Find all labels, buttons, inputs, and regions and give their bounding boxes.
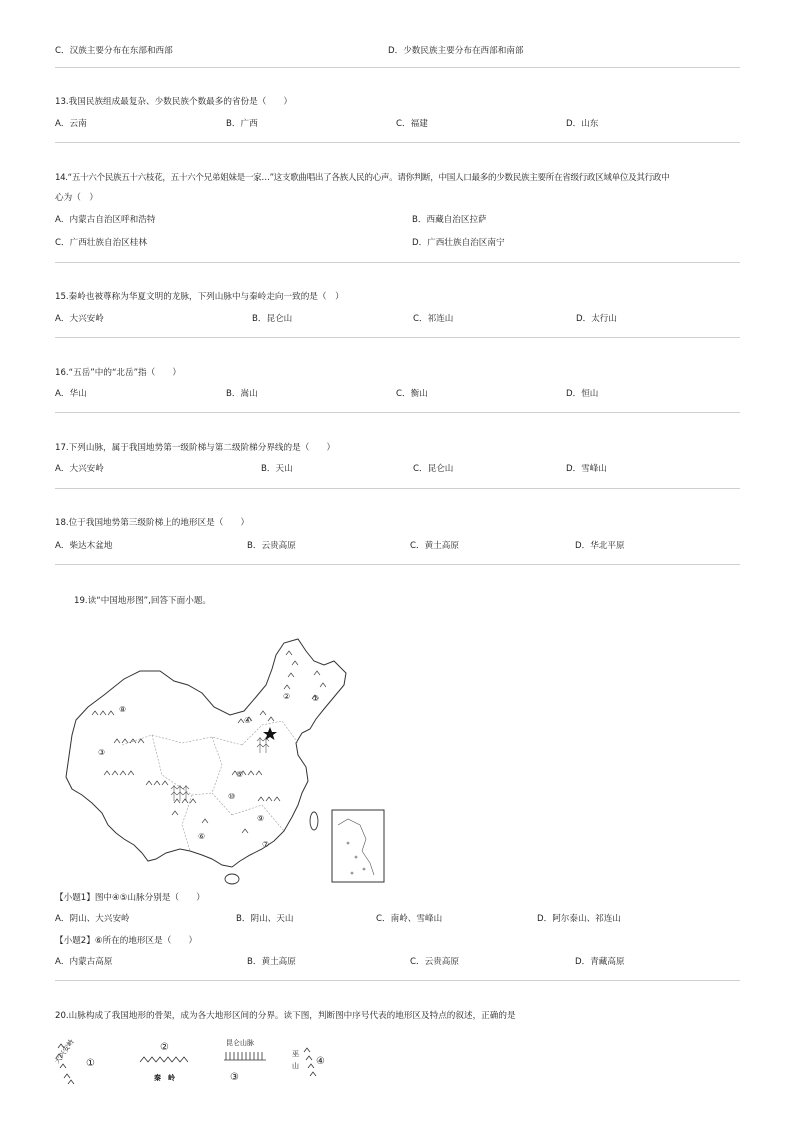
q15-option-a: A．大兴安岭 <box>55 314 104 324</box>
map-marker-6: ⑥ <box>198 832 206 841</box>
q20-figure-1 <box>52 1036 104 1086</box>
q19-sub2-option-c: C．云贵高原 <box>410 957 459 967</box>
mountain-icon <box>224 1052 266 1060</box>
q20-stem: 20.山脉构成了我国地形的骨架，成为各大地形区间的分界。读下图，判断图中序号代表的地形区及特点的叙述，正确的是 <box>55 1011 516 1021</box>
q19-sub2-option-a: A．内蒙古高原 <box>55 957 113 967</box>
divider <box>55 262 740 263</box>
q19-sub1-option-b: B．阴山、天山 <box>236 914 294 924</box>
q16-option-d: D．恒山 <box>566 389 599 399</box>
q17-option-a: A．大兴安岭 <box>55 464 104 474</box>
q14-option-c: C．广西壮族自治区桂林 <box>55 238 147 248</box>
map-marker-3: ③ <box>98 748 106 757</box>
divider <box>55 488 740 489</box>
q18-option-c: C．黄土高原 <box>410 541 459 551</box>
q20-fig4-label-1: 巫 <box>292 1050 299 1058</box>
q20-fig1-num: ① <box>86 1058 95 1069</box>
q14-option-d: D．广西壮族自治区南宁 <box>412 238 505 248</box>
q20-fig4-label-2: 山 <box>292 1062 299 1070</box>
map-marker-4: ④ <box>244 716 252 725</box>
south-china-sea-inset <box>332 810 384 882</box>
q13-option-a: A．云南 <box>55 119 87 129</box>
q14-stem-line1: 14.“五十六个民族五十六枝花，五十六个兄弟姐妹是一家…”这支歌曲唱出了各族人民的心声。请你判断，中国人口最多的少数民族主要所在省级行政区域单位及其行政中 <box>55 173 670 183</box>
capital-star-icon <box>263 727 277 740</box>
map-marker-2: ② <box>283 692 291 701</box>
q20-fig1-label: 大兴安岭 <box>53 1037 76 1066</box>
map-marker-7: ⑦ <box>262 840 270 849</box>
divider <box>55 67 740 68</box>
q20-figure-4 <box>288 1036 338 1086</box>
q13-option-c: C．福建 <box>396 119 428 129</box>
q12-option-d: D．少数民族主要分布在西部和南部 <box>388 46 524 56</box>
map-marker-10: ⑩ <box>228 792 236 801</box>
q19-sub1-option-a: A．阴山、大兴安岭 <box>55 914 130 924</box>
q18-option-b: B．云贵高原 <box>247 541 296 551</box>
q13-stem: 13.我国民族组成最复杂、少数民族个数最多的省份是（ ） <box>55 97 293 107</box>
q16-option-c: C．衡山 <box>396 389 428 399</box>
q20-fig2-num: ② <box>160 1042 169 1053</box>
q19-sub1-option-d: D．阿尔泰山、祁连山 <box>537 914 621 924</box>
map-marker-9: ⑨ <box>257 814 265 823</box>
q14-option-a: A．内蒙古自治区呼和浩特 <box>55 215 156 225</box>
q15-option-c: C．祁连山 <box>413 314 454 324</box>
q19-sub2-stem: 【小题2】⑥所在的地形区是（ ） <box>55 936 198 946</box>
divider <box>55 980 740 981</box>
q13-option-d: D．山东 <box>566 119 599 129</box>
divider <box>55 412 740 413</box>
q19-sub2-option-d: D．青藏高原 <box>575 957 625 967</box>
map-marker-5: ⑤ <box>236 770 244 779</box>
q19-sub2-option-b: B．黄土高原 <box>247 957 296 967</box>
q16-option-a: A．华山 <box>55 389 87 399</box>
q17-option-b: B．天山 <box>261 464 293 474</box>
q14-option-b: B．西藏自治区拉萨 <box>412 215 487 225</box>
q17-option-c: C．昆仑山 <box>413 464 454 474</box>
q20-fig3-label: 昆仑山脉 <box>226 1039 254 1047</box>
q19-sub1-option-c: C．南岭、雪峰山 <box>376 914 443 924</box>
q20-fig2-label: 秦 岭 <box>154 1074 175 1082</box>
china-terrain-map-svg <box>62 625 392 890</box>
china-terrain-map <box>62 625 392 890</box>
q18-option-d: D．华北平原 <box>575 541 625 551</box>
q18-option-a: A．柴达木盆地 <box>55 541 113 551</box>
q20-figure-2 <box>136 1036 198 1086</box>
q17-option-d: D．雪峰山 <box>566 464 607 474</box>
q16-option-b: B．嵩山 <box>226 389 258 399</box>
q16-stem: 16.“五岳”中的“北岳”指（ ） <box>55 368 182 378</box>
q12-option-c: C．汉族主要分布在东部和西部 <box>55 46 173 56</box>
mountain-icon <box>304 1048 316 1076</box>
q20-figure-3 <box>222 1036 278 1086</box>
q18-stem: 18.位于我国地势第三级阶梯上的地形区是（ ） <box>55 518 250 528</box>
q20-fig3-num: ③ <box>230 1072 239 1083</box>
q19-stem: 19.读“中国地形图”,回答下面小题。 <box>74 596 212 606</box>
mountain-icon <box>140 1057 188 1062</box>
q20-fig4-num: ④ <box>316 1056 325 1067</box>
q15-stem: 15.秦岭也被尊称为华夏文明的龙脉，下列山脉中与秦岭走向一致的是（ ） <box>55 292 344 302</box>
q13-option-b: B．广西 <box>226 119 258 129</box>
q15-option-d: D．太行山 <box>576 314 617 324</box>
q19-sub1-stem: 【小题1】图中④⑤山脉分别是（ ） <box>55 893 205 903</box>
mountain-icon <box>92 651 326 833</box>
divider <box>55 337 740 338</box>
q14-stem-line2: 心为（ ） <box>55 193 98 203</box>
q15-option-b: B．昆仑山 <box>252 314 293 324</box>
q17-stem: 17.下列山脉，属于我国地势第一级阶梯与第二级阶梯分界线的是（ ） <box>55 443 336 453</box>
map-marker-1: ① <box>312 694 320 703</box>
divider <box>55 564 740 565</box>
map-marker-8: ⑧ <box>119 705 127 714</box>
divider <box>55 142 740 143</box>
